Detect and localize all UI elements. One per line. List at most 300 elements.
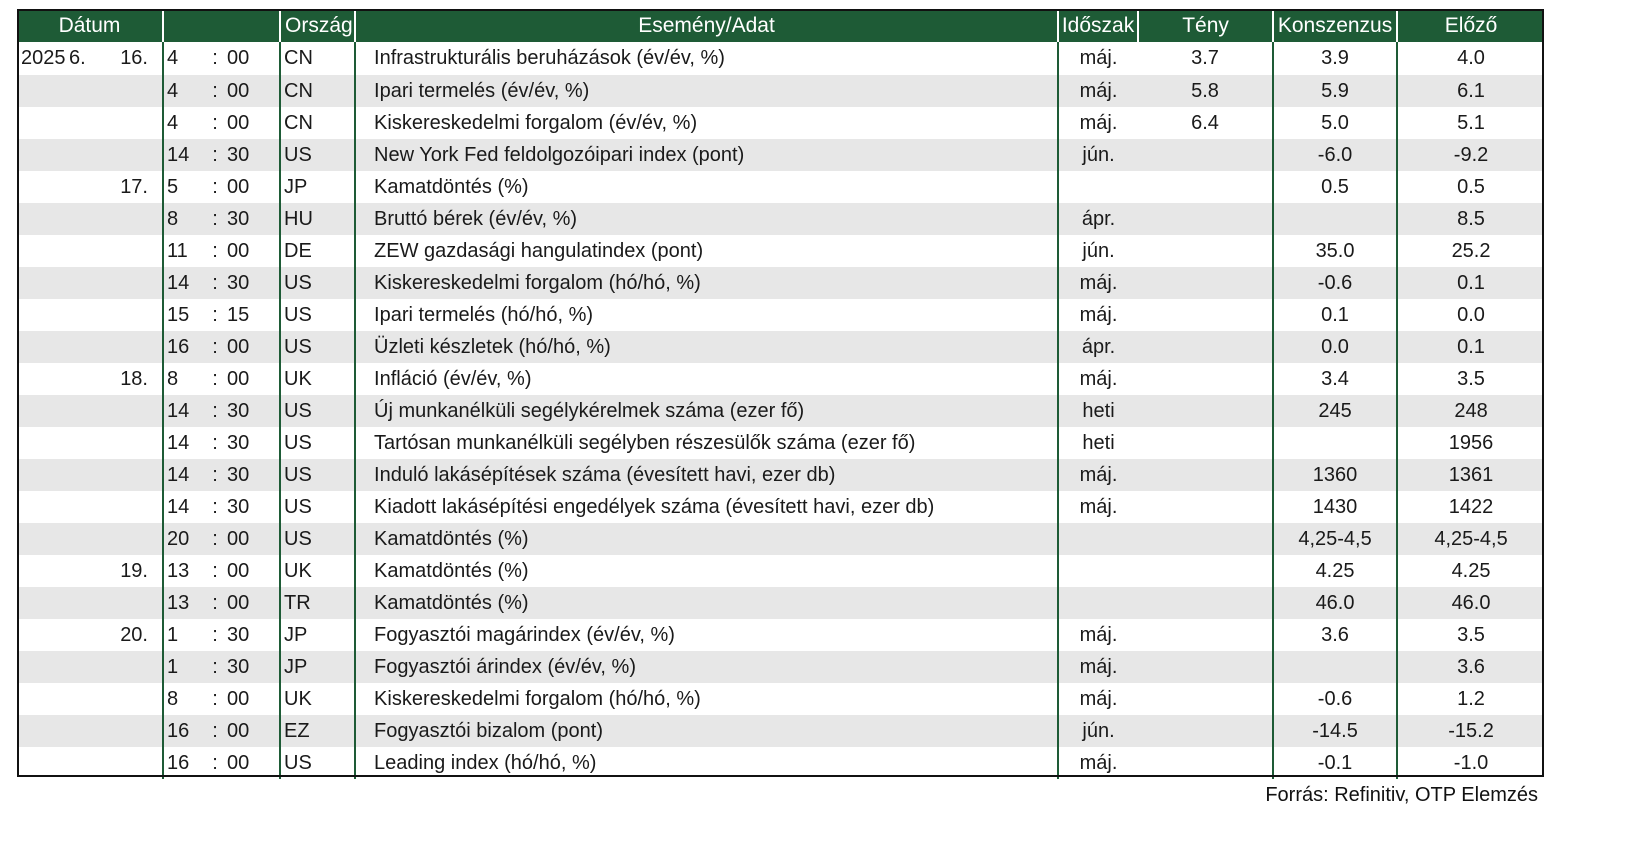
event-name: ZEW gazdasági hangulatindex (pont) (355, 235, 1058, 267)
table-row (17, 555, 1544, 587)
time-hour: 14 (163, 267, 203, 299)
consensus-value: 3.9 (1273, 42, 1397, 75)
previous-value: -15.2 (1397, 715, 1544, 747)
time-minute: 00 (227, 367, 250, 390)
consensus-value (1273, 651, 1397, 683)
time-separator: : (212, 559, 218, 582)
previous-value: 25.2 (1397, 235, 1544, 267)
period: heti (1058, 395, 1138, 427)
header-country: Ország (280, 9, 355, 42)
period: máj. (1058, 42, 1138, 75)
country-code: US (280, 331, 355, 363)
country-code: TR (280, 587, 355, 619)
header-actual: Tény (1138, 9, 1273, 42)
date-year (17, 203, 69, 235)
date-year (17, 555, 69, 587)
date-month (69, 619, 99, 651)
time-hour: 4 (163, 42, 203, 75)
consensus-value (1273, 203, 1397, 235)
period (1058, 523, 1138, 555)
event-name: Bruttó bérek (év/év, %) (355, 203, 1058, 235)
period: máj. (1058, 619, 1138, 651)
actual-value: 6.4 (1191, 111, 1219, 134)
time-minute: 30 (227, 623, 250, 646)
time-hour: 8 (163, 203, 203, 235)
country-code: UK (280, 363, 355, 395)
period (1058, 555, 1138, 587)
previous-value: 0.0 (1397, 299, 1544, 331)
consensus-value: 3.4 (1273, 363, 1397, 395)
date-year (17, 395, 69, 427)
consensus-value: 0.1 (1273, 299, 1397, 331)
date-month (69, 555, 99, 587)
time-separator: : (203, 651, 227, 683)
date-year (17, 491, 69, 523)
date-day (99, 235, 163, 267)
time-hour: 16 (163, 715, 203, 747)
date-year (17, 619, 69, 651)
actual-value (1138, 171, 1273, 203)
table-row (17, 587, 1544, 619)
time-hour: 8 (163, 683, 203, 715)
time-minute: 00 (227, 331, 280, 363)
event-name: Induló lakásépítések száma (évesített havi, ezer db) (355, 459, 1058, 491)
consensus-value: -0.1 (1273, 747, 1397, 779)
date-day (99, 203, 163, 235)
date-month (69, 587, 99, 619)
actual-value (1138, 427, 1273, 459)
period: máj. (1058, 491, 1138, 523)
date-day (99, 459, 163, 491)
time-hour: 13 (163, 587, 203, 619)
actual-value (1138, 203, 1273, 235)
time-minute: 30 (227, 267, 280, 299)
date-month (69, 651, 99, 683)
consensus-value: 0.5 (1273, 171, 1397, 203)
event-name: Kiskereskedelmi forgalom (év/év, %) (355, 107, 1058, 139)
actual-value: 5.8 (1138, 75, 1273, 107)
time-minute: 30 (227, 651, 280, 683)
date-month (69, 395, 99, 427)
event-name: Fogyasztói bizalom (pont) (355, 715, 1058, 747)
previous-value: 4.0 (1397, 42, 1544, 75)
time-separator: : (212, 239, 218, 262)
consensus-value: -6.0 (1273, 139, 1397, 171)
period: máj. (1058, 459, 1138, 491)
time-minute: 30 (227, 203, 280, 235)
date-day (99, 267, 163, 299)
time-minute: 00 (227, 47, 250, 69)
actual-value (1138, 331, 1273, 363)
time-hour: 14 (163, 491, 203, 523)
date-month (69, 171, 99, 203)
date-day: 20. (120, 623, 148, 646)
table-row (17, 427, 1544, 459)
time-minute: 30 (227, 495, 250, 518)
date-day: 16. (120, 47, 148, 69)
actual-value (1138, 715, 1273, 747)
date-day (99, 107, 163, 139)
time-minute: 00 (227, 751, 250, 774)
country-code: US (280, 395, 355, 427)
time-hour: 14 (163, 395, 203, 427)
date-year (17, 267, 69, 299)
country-code: US (280, 139, 355, 171)
date-month (69, 235, 99, 267)
table-row (17, 683, 1544, 715)
time-hour: 13 (163, 555, 203, 587)
period: jún. (1058, 715, 1138, 747)
date-year (17, 171, 69, 203)
time-minute: 00 (227, 75, 280, 107)
date-day: 18. (120, 367, 148, 390)
consensus-value: 4,25-4,5 (1273, 523, 1397, 555)
actual-value (1138, 139, 1273, 171)
date-day (99, 683, 163, 715)
period: jún. (1058, 139, 1138, 171)
date-month (69, 75, 99, 107)
event-name: Ipari termelés (hó/hó, %) (355, 299, 1058, 331)
date-year (17, 107, 69, 139)
time-separator: : (212, 687, 218, 710)
period: máj. (1058, 107, 1138, 139)
actual-value (1138, 747, 1273, 779)
time-minute: 00 (227, 715, 280, 747)
date-day (99, 651, 163, 683)
consensus-value: 46.0 (1273, 587, 1397, 619)
table-row (17, 363, 1544, 395)
consensus-value: 1360 (1273, 459, 1397, 491)
event-name: Infláció (év/év, %) (355, 363, 1058, 395)
date-day (99, 331, 163, 363)
date-year (17, 523, 69, 555)
table-row (17, 715, 1544, 747)
date-year (17, 427, 69, 459)
time-hour: 11 (163, 235, 203, 267)
date-year (17, 363, 69, 395)
previous-value: -9.2 (1397, 139, 1544, 171)
date-year (17, 75, 69, 107)
time-minute: 00 (227, 239, 250, 262)
time-separator: : (203, 267, 227, 299)
time-hour: 16 (163, 747, 203, 779)
date-year (17, 747, 69, 779)
date-day (99, 75, 163, 107)
consensus-value: -14.5 (1273, 715, 1397, 747)
source-note: Forrás: Refinitiv, OTP Elemzés (1265, 784, 1538, 806)
country-code: UK (280, 683, 355, 715)
time-separator: : (203, 331, 227, 363)
time-minute: 00 (227, 175, 250, 198)
date-day (99, 747, 163, 779)
actual-value (1138, 651, 1273, 683)
country-code: JP (280, 171, 355, 203)
previous-value: 3.5 (1397, 363, 1544, 395)
actual-value (1138, 235, 1273, 267)
event-name: Fogyasztói árindex (év/év, %) (355, 651, 1058, 683)
previous-value: 1.2 (1397, 683, 1544, 715)
date-month (69, 491, 99, 523)
actual-value (1138, 491, 1273, 523)
period: máj. (1058, 299, 1138, 331)
consensus-value: 35.0 (1273, 235, 1397, 267)
date-day (99, 395, 163, 427)
date-year (17, 683, 69, 715)
country-code: CN (280, 42, 355, 75)
previous-value: 0.1 (1397, 331, 1544, 363)
previous-value: 8.5 (1397, 203, 1544, 235)
time-minute: 30 (227, 395, 280, 427)
time-separator: : (212, 623, 218, 646)
event-name: Kamatdöntés (%) (355, 555, 1058, 587)
time-separator: : (203, 523, 227, 555)
date-month: 6. (69, 47, 86, 69)
country-code: US (280, 523, 355, 555)
header-period: Időszak (1058, 9, 1138, 42)
table-row (17, 75, 1544, 107)
consensus-value: 5.9 (1273, 75, 1397, 107)
date-month (69, 747, 99, 779)
date-month (69, 715, 99, 747)
time-hour: 15 (163, 299, 203, 331)
event-name: Kamatdöntés (%) (355, 171, 1058, 203)
period: máj. (1058, 363, 1138, 395)
time-separator: : (203, 75, 227, 107)
period: máj. (1058, 267, 1138, 299)
country-code: CN (280, 107, 355, 139)
consensus-value: 0.0 (1273, 331, 1397, 363)
previous-value: 248 (1397, 395, 1544, 427)
previous-value: 5.1 (1397, 107, 1544, 139)
date-month (69, 683, 99, 715)
table-row (17, 267, 1544, 299)
period (1058, 171, 1138, 203)
time-hour: 4 (163, 107, 203, 139)
table-row (17, 139, 1544, 171)
time-minute: 30 (227, 459, 280, 491)
header-time (163, 9, 280, 42)
table-row (17, 107, 1544, 139)
actual-value (1138, 299, 1273, 331)
date-day (99, 523, 163, 555)
date-year (17, 651, 69, 683)
time-minute: 00 (227, 523, 280, 555)
consensus-value (1273, 427, 1397, 459)
time-separator: : (212, 111, 218, 134)
actual-value (1138, 523, 1273, 555)
header-date: Dátum (17, 9, 163, 42)
date-month (69, 427, 99, 459)
previous-value: 0.5 (1397, 171, 1544, 203)
period: ápr. (1058, 203, 1138, 235)
time-hour: 14 (163, 427, 203, 459)
time-minute: 00 (227, 559, 250, 582)
table-body (17, 42, 1544, 779)
date-year (17, 331, 69, 363)
table-row (17, 491, 1544, 523)
date-year (17, 299, 69, 331)
time-separator: : (203, 395, 227, 427)
header-consensus: Konszenzus (1273, 9, 1397, 42)
table-row (17, 331, 1544, 363)
time-hour: 20 (163, 523, 203, 555)
header-row (17, 9, 1544, 42)
time-minute: 00 (227, 111, 250, 134)
actual-value: 3.7 (1191, 47, 1219, 69)
country-code: HU (280, 203, 355, 235)
date-year (17, 139, 69, 171)
time-hour: 1 (163, 619, 203, 651)
time-separator: : (212, 175, 218, 198)
table-row (17, 171, 1544, 203)
time-separator: : (212, 751, 218, 774)
event-name: Fogyasztói magárindex (év/év, %) (355, 619, 1058, 651)
date-month (69, 203, 99, 235)
previous-value: 46.0 (1397, 587, 1544, 619)
time-hour: 1 (163, 651, 203, 683)
event-name: Új munkanélküli segélykérelmek száma (ezer fő) (355, 395, 1058, 427)
date-day: 19. (120, 559, 148, 582)
event-name: Üzleti készletek (hó/hó, %) (355, 331, 1058, 363)
country-code: US (280, 747, 355, 779)
table-row (17, 203, 1544, 235)
time-hour: 5 (163, 171, 203, 203)
time-separator: : (212, 303, 218, 326)
table-row (17, 235, 1544, 267)
event-name: Leading index (hó/hó, %) (355, 747, 1058, 779)
country-code: UK (280, 555, 355, 587)
event-name: Kiskereskedelmi forgalom (hó/hó, %) (355, 683, 1058, 715)
time-minute: 30 (227, 431, 250, 454)
consensus-value: 1430 (1273, 491, 1397, 523)
date-month (69, 139, 99, 171)
previous-value: -1.0 (1397, 747, 1544, 779)
consensus-value: -0.6 (1273, 267, 1397, 299)
time-separator: : (203, 587, 227, 619)
table-row (17, 42, 1544, 75)
event-name: Kamatdöntés (%) (355, 523, 1058, 555)
country-code: DE (280, 235, 355, 267)
actual-value (1138, 683, 1273, 715)
time-separator: : (203, 459, 227, 491)
date-year (17, 235, 69, 267)
previous-value: 4,25-4,5 (1397, 523, 1544, 555)
consensus-value: 245 (1273, 395, 1397, 427)
date-day (99, 427, 163, 459)
time-separator: : (212, 431, 218, 454)
consensus-value: 4.25 (1273, 555, 1397, 587)
consensus-value: 5.0 (1273, 107, 1397, 139)
period (1058, 587, 1138, 619)
date-day (99, 587, 163, 619)
event-name: Kamatdöntés (%) (355, 587, 1058, 619)
actual-value (1138, 555, 1273, 587)
time-separator: : (203, 139, 227, 171)
actual-value (1138, 459, 1273, 491)
date-month (69, 107, 99, 139)
previous-value: 1956 (1397, 427, 1544, 459)
table-row (17, 523, 1544, 555)
country-code: US (280, 299, 355, 331)
period: máj. (1058, 683, 1138, 715)
table-row (17, 619, 1544, 651)
actual-value (1138, 363, 1273, 395)
date-month (69, 299, 99, 331)
date-day (99, 715, 163, 747)
time-hour: 14 (163, 459, 203, 491)
time-separator: : (212, 495, 218, 518)
previous-value: 1361 (1397, 459, 1544, 491)
event-name: Tartósan munkanélküli segélyben részesülők száma (ezer fő) (355, 427, 1058, 459)
economic-calendar-table (17, 9, 1544, 779)
date-month (69, 331, 99, 363)
event-name: New York Fed feldolgozóipari index (pont) (355, 139, 1058, 171)
actual-value (1138, 587, 1273, 619)
period: ápr. (1058, 331, 1138, 363)
previous-value: 3.5 (1397, 619, 1544, 651)
time-hour: 14 (163, 139, 203, 171)
date-month (69, 267, 99, 299)
actual-value (1138, 619, 1273, 651)
date-year (17, 715, 69, 747)
time-hour: 4 (163, 75, 203, 107)
time-separator: : (203, 715, 227, 747)
time-separator: : (212, 367, 218, 390)
country-code: US (280, 427, 355, 459)
table-row (17, 459, 1544, 491)
period: heti (1058, 427, 1138, 459)
time-separator: : (212, 47, 218, 69)
table-header (17, 9, 1544, 42)
country-code: JP (280, 619, 355, 651)
time-hour: 16 (163, 331, 203, 363)
country-code: US (280, 459, 355, 491)
time-separator: : (203, 203, 227, 235)
date-day (99, 491, 163, 523)
date-month (69, 523, 99, 555)
country-code: US (280, 267, 355, 299)
previous-value: 6.1 (1397, 75, 1544, 107)
period: jún. (1058, 235, 1138, 267)
time-minute: 00 (227, 687, 250, 710)
time-minute: 00 (227, 587, 280, 619)
table-row (17, 747, 1544, 779)
event-name: Ipari termelés (év/év, %) (355, 75, 1058, 107)
country-code: JP (280, 651, 355, 683)
event-name: Kiskereskedelmi forgalom (hó/hó, %) (355, 267, 1058, 299)
actual-value (1138, 267, 1273, 299)
header-previous: Előző (1397, 9, 1544, 42)
table-row (17, 395, 1544, 427)
date-year: 2025 (21, 47, 66, 69)
date-month (69, 459, 99, 491)
date-day: 17. (120, 175, 148, 198)
period: máj. (1058, 75, 1138, 107)
country-code: EZ (280, 715, 355, 747)
period: máj. (1058, 651, 1138, 683)
period: máj. (1058, 747, 1138, 779)
time-hour: 8 (163, 363, 203, 395)
consensus-value: -0.6 (1273, 683, 1397, 715)
date-day (99, 139, 163, 171)
table-row (17, 651, 1544, 683)
actual-value (1138, 395, 1273, 427)
country-code: US (280, 491, 355, 523)
date-year (17, 587, 69, 619)
previous-value: 4.25 (1397, 555, 1544, 587)
time-minute: 30 (227, 139, 280, 171)
header-event: Esemény/Adat (355, 9, 1058, 42)
